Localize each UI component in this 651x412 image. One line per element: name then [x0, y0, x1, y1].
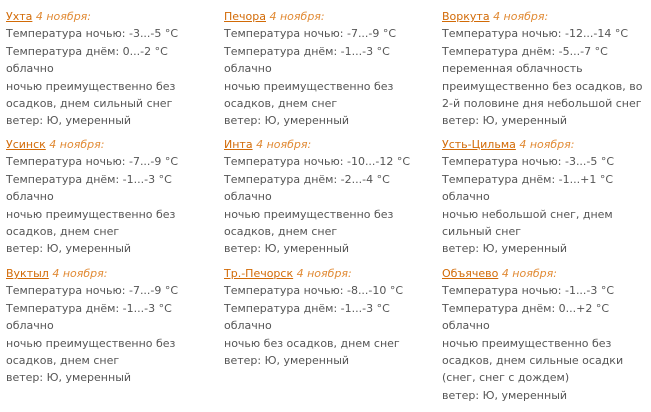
precipitation: ночью преимущественно без осадков, днем снег — [6, 207, 176, 239]
forecast-date: 4 ноября: — [296, 267, 352, 280]
precipitation: ночью преимущественно без осадков, днем снег — [224, 207, 394, 239]
day-temperature: Температура днём: -1...-3 °C — [6, 301, 172, 315]
wind: ветер: Ю, умеренный — [6, 114, 132, 128]
city-title-line — [224, 136, 430, 153]
city-link-obyachevo[interactable]: Объячево — [442, 267, 499, 280]
city-title-line — [6, 136, 212, 153]
forecast-date: 4 ноября: — [256, 138, 312, 151]
day-temperature: Температура днём: -1...-3 °C — [224, 301, 390, 315]
city-title-line — [442, 265, 648, 282]
night-temperature: Температура ночью: -3...-5 °C — [6, 27, 179, 41]
forecast-date: 4 ноября: — [269, 10, 325, 23]
city-link-tr-pechorsk[interactable]: Тр.-Печорск — [224, 267, 294, 280]
city-title-line — [6, 265, 212, 282]
cloudiness: облачно — [224, 319, 272, 333]
precipitation: ночью преимущественно без осадков, днем снег — [224, 79, 394, 111]
wind: ветер: Ю, умеренный — [224, 354, 350, 368]
cloudiness: переменная облачность — [442, 62, 583, 76]
city-title-line — [6, 8, 212, 25]
city-forecast-obyachevo — [442, 265, 648, 404]
city-forecast-vuktyl — [6, 265, 212, 387]
wind: ветер: Ю, умеренный — [442, 388, 568, 402]
precipitation: ночью без осадков, днем снег — [224, 336, 400, 350]
city-forecast-inta — [224, 136, 430, 258]
city-forecast-tr-pechorsk — [224, 265, 430, 369]
wind: ветер: Ю, умеренный — [6, 242, 132, 256]
forecast-date: 4 ноября: — [52, 267, 108, 280]
forecast-date: 4 ноября: — [519, 138, 575, 151]
city-title-line — [224, 265, 430, 282]
day-temperature: Температура днём: 0...+2 °C — [442, 301, 610, 315]
precipitation: ночью преимущественно без осадков, днем снег — [6, 336, 176, 368]
city-forecast-usinsk — [6, 136, 212, 258]
city-link-pechora[interactable]: Печора — [224, 10, 266, 23]
city-title-line — [442, 136, 648, 153]
night-temperature: Температура ночью: -10...-12 °C — [224, 155, 411, 169]
cloudiness: облачно — [6, 190, 54, 204]
day-temperature: Температура днём: -5...-7 °C — [442, 44, 608, 58]
city-link-usinsk[interactable]: Усинск — [6, 138, 46, 151]
city-title-line — [224, 8, 430, 25]
city-link-vorkuta[interactable]: Воркута — [442, 10, 490, 23]
precipitation: ночью преимущественно без осадков, днем сильный снег — [6, 79, 176, 111]
day-temperature: Температура днём: -2...-4 °C — [224, 172, 390, 186]
wind: ветер: Ю, умеренный — [224, 114, 350, 128]
wind: ветер: Ю, умеренный — [224, 242, 350, 256]
forecast-date: 4 ноября: — [49, 138, 105, 151]
cloudiness: облачно — [6, 319, 54, 333]
night-temperature: Температура ночью: -7...-9 °C — [224, 27, 397, 41]
wind: ветер: Ю, умеренный — [6, 371, 132, 385]
forecast-date: 4 ноября: — [501, 267, 557, 280]
precipitation: ночью преимущественно без осадков, днем сильные осадки (снег, снег с дождем) — [442, 336, 624, 385]
city-forecast-vorkuta — [442, 8, 648, 130]
night-temperature: Температура ночью: -12...-14 °C — [442, 27, 629, 41]
night-temperature: Температура ночью: -8...-10 °C — [224, 284, 404, 298]
night-temperature: Температура ночью: -7...-9 °C — [6, 155, 179, 169]
cloudiness: облачно — [6, 62, 54, 76]
city-forecast-pechora — [224, 8, 430, 130]
day-temperature: Температура днём: -1...-3 °C — [6, 172, 172, 186]
precipitation: ночью небольшой снег, днем сильный снег — [442, 207, 613, 239]
wind: ветер: Ю, умеренный — [442, 114, 568, 128]
cloudiness: облачно — [442, 319, 490, 333]
city-link-ukhta[interactable]: Ухта — [6, 10, 33, 23]
night-temperature: Температура ночью: -7...-9 °C — [6, 284, 179, 298]
day-temperature: Температура днём: -1...+1 °C — [442, 172, 614, 186]
city-link-vuktyl[interactable]: Вуктыл — [6, 267, 49, 280]
cloudiness: облачно — [442, 190, 490, 204]
city-link-ust-tsilma[interactable]: Усть-Цильма — [442, 138, 516, 151]
forecast-date: 4 ноября: — [35, 10, 91, 23]
forecast-date: 4 ноября: — [493, 10, 549, 23]
city-forecast-ukhta — [6, 8, 212, 130]
precipitation: преимущественно без осадков, во 2-й половине дня небольшой снег — [442, 79, 643, 111]
city-link-inta[interactable]: Инта — [224, 138, 253, 151]
night-temperature: Температура ночью: -1...-3 °C — [442, 284, 615, 298]
city-title-line — [442, 8, 648, 25]
wind: ветер: Ю, умеренный — [442, 242, 568, 256]
day-temperature: Температура днём: -1...-3 °C — [224, 44, 390, 58]
cloudiness: облачно — [224, 62, 272, 76]
day-temperature: Температура днём: 0...-2 °C — [6, 44, 168, 58]
cloudiness: облачно — [224, 190, 272, 204]
night-temperature: Температура ночью: -3...-5 °C — [442, 155, 615, 169]
city-forecast-ust-tsilma — [442, 136, 648, 258]
